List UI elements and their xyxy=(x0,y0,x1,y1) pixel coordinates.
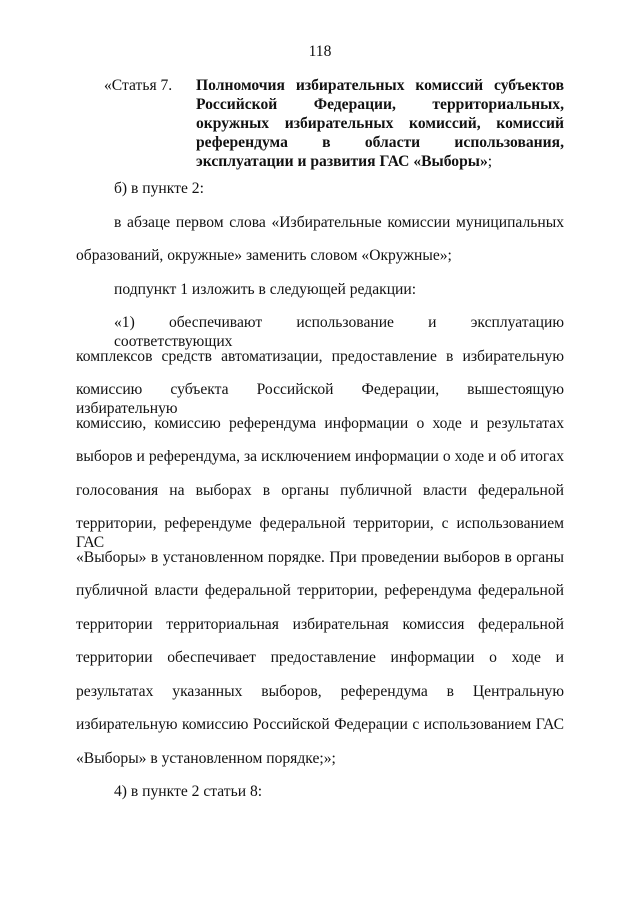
article-title-line: окружных избирательных комиссий, комиссий xyxy=(196,115,564,132)
article-title-line-last xyxy=(196,152,564,171)
article-title-text: эксплуатации и развития ГАС «Выборы» xyxy=(196,153,488,170)
document-body xyxy=(76,179,564,816)
paragraph-abzac-line: в абзаце первом слова «Избирательные комиссии муниципальных xyxy=(114,213,564,231)
paragraph-b: б) в пункте 2: xyxy=(114,180,204,197)
paragraph-quote-line: комплексов средств автоматизации, предоставление в избирательную xyxy=(76,347,564,365)
article-heading xyxy=(104,76,564,171)
article-prefix: «Статья 7. xyxy=(104,77,173,94)
paragraph-quote-line: выборов и референдума, за исключением информации о ходе и об итогах xyxy=(76,448,564,465)
paragraph-quote-line: комиссию, комиссию референдума информации о ходе и результатах xyxy=(76,414,564,432)
paragraph-podpunkt: подпункт 1 изложить в следующей редакции: xyxy=(114,280,417,298)
paragraph-quote-line: избирательную комиссию Российской Федерации с использованием ГАС xyxy=(76,716,564,733)
article-title-end: ; xyxy=(487,153,493,170)
paragraph-quote-line: голосования на выборах в органы публичной власти федеральной xyxy=(76,481,564,499)
paragraph-quote-line: комиссию субъекта Российской Федерации, вышестоящую избирательную xyxy=(76,381,564,417)
article-title-line: Российской Федерации, территориальных, xyxy=(196,96,564,113)
article-title xyxy=(196,76,564,171)
paragraph-4: 4) в пункте 2 статьи 8: xyxy=(114,783,263,800)
article-title-line: Полномочия избирательных комиссий субъектов xyxy=(196,77,564,94)
paragraph-abzac-line: образований, окружные» заменить словом «Окружные»; xyxy=(76,247,452,264)
paragraph-quote-line: территории территориальная избирательная комиссия федеральной xyxy=(76,615,564,633)
page-number: 118 xyxy=(308,43,332,60)
paragraph-quote-line: территории, референдуме федеральной территории, с использованием ГАС xyxy=(76,515,564,551)
paragraph-quote-line: публичной власти федеральной территории, референдума федеральной xyxy=(76,582,564,599)
paragraph-quote-line: «1) обеспечивают использование и эксплуатацию соответствующих xyxy=(114,314,564,350)
paragraph-quote-line: территории обеспечивает предоставление информации о ходе и xyxy=(76,649,564,666)
paragraph-quote-line: «Выборы» в установленном порядке;»; xyxy=(76,749,336,767)
paragraph-quote-line: результатах указанных выборов, референдума в Центральную xyxy=(76,682,564,700)
article-title-line: референдума в области использования, xyxy=(196,134,564,151)
paragraph-quote-line: «Выборы» в установленном порядке. При проведении выборов в органы xyxy=(76,548,564,566)
